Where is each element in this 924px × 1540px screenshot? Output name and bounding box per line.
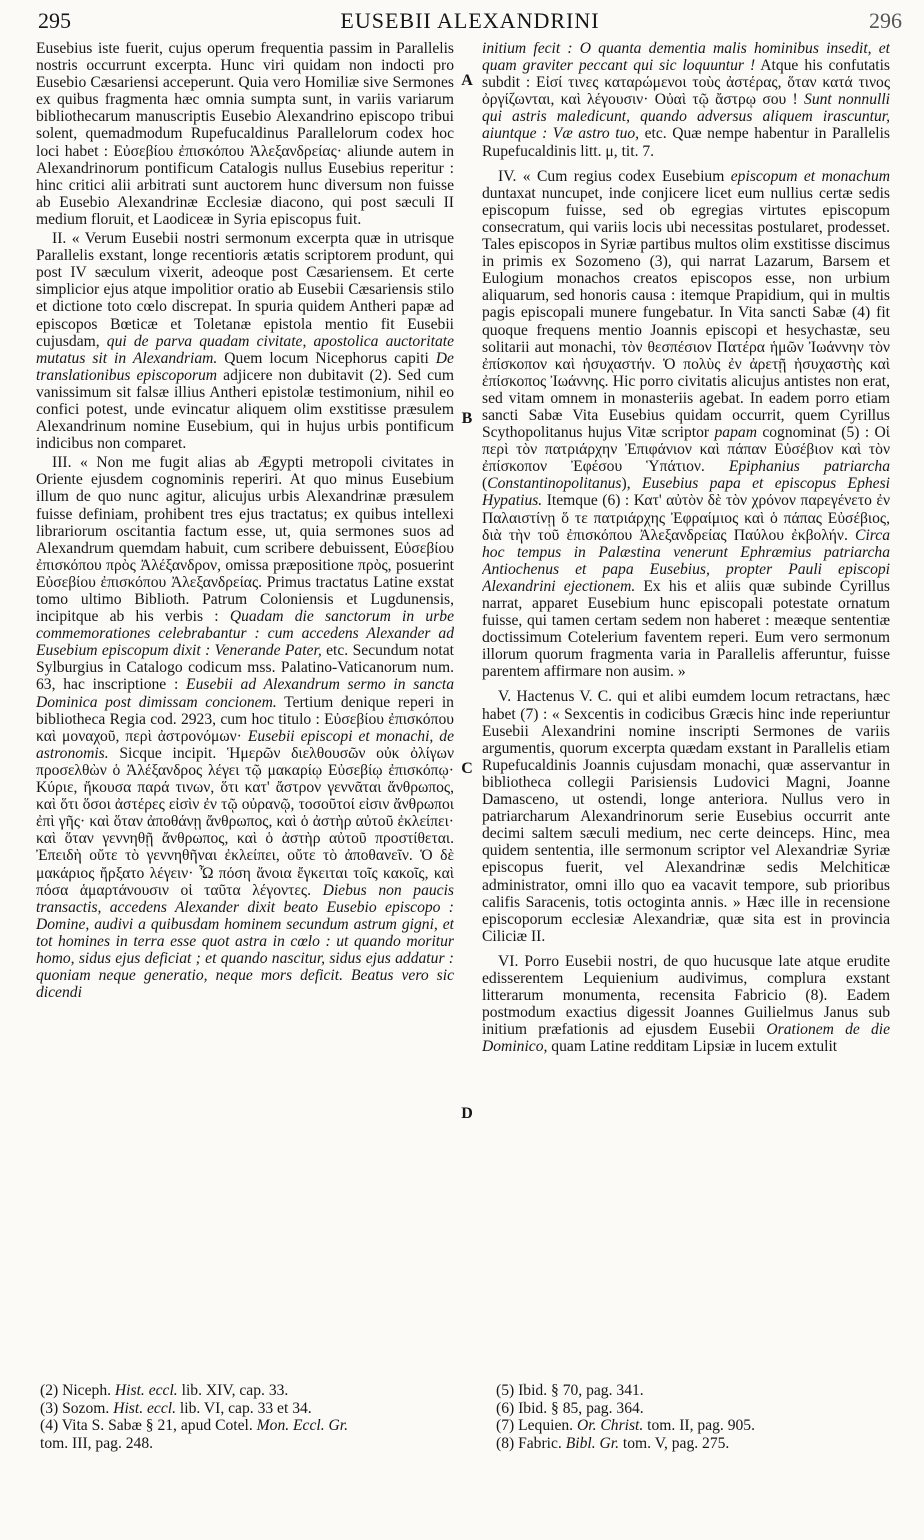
paragraph: VI. Porro Eusebii nostri, de quo hucusque late atque erudite edisserentem Lequienium audivimus, complura exstant litterarum monumenta, recensita Fabricio (8). Eadem postmodum exactius digessit Joannes Guilielmus Janus sub initium præfationis ad ejusdem Eusebii Orationem de die Dominico, quam Latine redditam Lipsiæ in lucem extulit [482,952,890,1056]
footnote: (5) Ibid. § 70, pag. 341. [496,1382,644,1399]
running-title: EUSEBII ALEXANDRINI [340,8,600,33]
margin-marker-d: D [461,1105,473,1122]
footnote: (2) Niceph. Hist. eccl. lib. XIV, cap. 33. [40,1382,289,1399]
right-column [482,40,890,1370]
footnote: (3) Sozom. Hist. eccl. lib. VI, cap. 33 et 34. [40,1399,312,1417]
paragraph: III. « Non me fugit alias ab Ægypti metropoli civitates in Oriente ejusdem cognominis reperiri. At quo minus Eusebium illum de quo nunc agitur, alicujus urbis Alexandrinæ præsulem fuisse definiam, prohibent tres ejus tractatus; ex quibus intellexi librariorum oscitantia factum esse, ut, quia sermones suos ad Alexandrum quemdam habuit, cum scribere debuissent, Εὐσεβίου ἐπισκόπου πρὸς Ἀλέξανδρον, omissa præpositione πρὸς, posuerint Εὐσεβίου ἐπισκόπου Ἀλεξανδρείας. Primus tractatus Latine exstat tomo ultimo Biblioth. Patrum Coloniensis et Lugdunensis, incipitque ab his verbis : Quadam die sanctorum in urbe commemorationes celebrabantur : cum accedens Alexander ad Eusebium episcopum dixit : Venerande Pater, etc. Secundum notat Sylburgius in Catalogo codicum mss. Palatino-Vaticanorum num. 63, hac inscriptione : Eusebii ad Alexandrum sermo in sancta Dominica post dimissam concionem. Tertium denique reperi in bibliotheca Regia cod. 2923, cum hoc titulo : Εὐσεβίου ἐπισκόπου καὶ μοναχοῦ, περὶ ἀστρονόμων· Eusebii episcopi et monachi, de astronomis. Sicque incipit. Ἡμερῶν διελθουσῶν οὐκ ὀλίγων προσελθὼν ὁ Ἀλέξανδρος λέγει τῷ μακαρίῳ Εὐσεβίῳ ἐπισκόπῳ· Κύριε, ἤκουσα παρά τινων, ὅτι κατ' ἄστρον γεννᾶται ἄνθρωπος, καὶ ὅτι ὅσοι ἀστέρες εἰσὶν ἐν τῷ οὐρανῷ, τοσοῦτοί εἰσιν ἄνθρωποι ἐπὶ γῆς· καὶ ὅταν ἀποθάνῃ ἄνθρωπος, καὶ ὁ ἀστὴρ αὐτοῦ ἐκλείπει· καὶ ὅταν γεννηθῇ ἄνθρωπος, καὶ ὁ ἀστὴρ αὐτοῦ προστίθεται. Ἐπειδὴ οὔτε τὸ γεννηθῆναι ἐκλείπει, οὔτε τὸ ἀποθανεῖν. Ὁ δὲ μακάριος ἤρξατο λέγειν· Ὦ πόση ἄνοια ἔγκειται τοῖς κακοῖς, καὶ πόσα ἁμαρτάνουσιν οἱ ταῦτα λέγοντες. Diebus non paucis transactis, accedens Alexander dixit beato Eusebio episcopo : Domine, audivi a quibusdam hominem secundum astrum gigni, et tot homines in terra esse quot astra in cœlo : ut quando moritur homo, sidus ejus deficiat ; et quando nascitur, sidus ejus addatur : quoniam neque generatio, neque mors deficit. Beatus vero sic dicendi [36,454,454,1002]
footnote: (8) Fabric. Bibl. Gr. tom. V, pag. 275. [496,1434,730,1452]
paragraph: Eusebius iste fuerit, cujus operum frequentia passim in Parallelis nostris occurrunt excerpta. Hunc viri quidam non indocti pro Eusebio Cæsariensi acceperunt. Quia vero Homiliæ sive Sermones ex quibus fragmenta hæc omnia sumpta sunt, in variis variarum bibliothecarum manuscriptis Eusebio Alexandrino episcopo tribui solent, quemadmodum Rupefucaldinus Parallelorum codex hoc loci habet : Εὐσεβίου ἐπισκόπου Ἀλεξανδρείας· aliunde autem in Alexandrinorum pontificum Catalogis nullus Eusebius reperitur : hinc critici alii arbitrati sunt auctorem hunc diversum non fuisse ab Eusebio Alexandrinæ Ecclesiæ diacono, qui post sæculi II medium floruit, et Laodiceæ in Syria episcopus fuit. [36,40,454,228]
page-number-left: 295 [38,8,71,33]
footnote: (4) Vita S. Sabæ § 21, apud Cotel. Mon. Eccl. Gr. [40,1417,349,1434]
margin-marker-c: C [461,760,473,777]
paragraph: initium fecit : O quanta dementia malis hominibus insedit, et quam graviter peccant qui sic loquuntur ! Atque his confutatis subdit : Εἰσί τινες καταρώμενοι τοὺς ἀστέρας, ὅταν κατά τινος ὀργίζωνται, καὶ λέγουσιν· Οὐαὶ τῷ ἄστρῳ σου ! Sunt nonnulli qui astris maledicunt, quando adversus aliquem irascuntur, aiuntque : Væ astro tuo, etc. Quæ nempe habentur in Parallelis Rupefucaldinis litt. μ, tit. 7. [482,40,890,160]
footnote: tom. III, pag. 248. [40,1434,154,1452]
page-number-right: 296 [869,8,902,33]
paragraph: IV. « Cum regius codex Eusebium episcopum et monachum duntaxat nuncupet, inde conjicere licet eum nullius certæ sedis episcopum fuisse, sed ob egregias virtutes episcopum consecratum, qui variis locis ubi necessitas postularet, prodesset. Tales episcopos in Syriæ partibus multos olim exstitisse discimus in primis ex Sozomeno (3), qui narrat Lazarum, Barsem et Eulogium monachos creatos episcopos esse, non urbium aliquarum, sed honoris causa : itemque Prapidium, qui in multis pagis episcopali munere fungebatur. In Vita sancti Sabæ (4) fit quoque frequens mentio Joannis episcopi et hesychastæ, seu solitarii aut monachi, τὸν θεσπέσιον Πατέρα ἡμῶν Ἰωάννην τὸν ἐπίσκοπον καὶ ἡσυχαστήν. Ὁ πολὺς ἐν ἀρετῇ ἡσυχαστὴς καὶ ἐπίσκοπος Ἰωάννης. Hic porro civitatis alicujus antistes non erat, sed vitam omnem in monasteriis agebat. In eadem porro etiam sancti Sabæ Vita Eusebius quidam occurrit, quem Cyrillus Scythopolitanus hujus Vitæ scriptor papam cognominat (5) : Οἱ περὶ τὸν πατριάρχην Ἐπιφάνιον καὶ πάπαν Εὐσέβιον καὶ τὸν ἐπίσκοπον Ἐφέσου Ὑπάτιον. Epiphanius patriarcha (Constantinopolitanus), Eusebius papa et episcopus Ephesi Hypatius. Itemque (6) : Κατ' αὐτὸν δὲ τὸν χρόνον παρεγένετο ἐν Παλαιστίνῃ ὅ τε πατριάρχης Ἐφραίμιος καὶ ὁ πάπας Εὐσέβιος, διὰ τὴν τοῦ ἐπισκόπου Ἀλεξανδρείας Παύλου ἐκβολήν. Circa hoc tempus in Palæstina venerunt Ephræmius patriarcha Antiochenus et papa Eusebius, propter Pauli episcopi Alexandrini ejectionem. Ex his et aliis quæ subinde Cyrillus narrat, apparet Eusebium hunc episcopali potestate ornatum fuisse, qui tamen certam sedem non haberet : meæque sententiæ doctissimum Cotelerium faventem reperi. Eum vero sermonum illorum quorum fragmenta varia in Parallelis afferuntur, fuisse parentem affirmare non ausim. » [482,167,890,681]
page-header [38,8,902,38]
footnote: (7) Lequien. Or. Christ. tom. II, pag. 905. [496,1417,756,1434]
margin-marker-a: A [461,72,473,89]
paragraph: V. Hactenus V. C. qui et alibi eumdem locum retractans, hæc habet (7) : « Sexcentis in codicibus Græcis hinc inde reperiuntur Eusebii Alexandrini nomine inscripti Sermones de variis argumentis, quorum excerpta quædam exstant in Parallelis etiam Rupefucaldinis Joannis cujusdam monachi, quæ asservantur in bibliotheca collegii Parisiensis Ludovici Magni, Joanne Damasceno, ut ostendi, longe anteriora. Nullus vero in patriarcharum Alexandrinorum serie Eusebius occurrit ante decimi saltem sæculi medium, nec certe deinceps. Hinc, mea quidem sententia, ille sermonum scriptor vel Alexandriæ Syriæ episcopus fuerit, vel Alexandrinæ sedis Melchiticæ administrator, omni illo quo ea vacavit tempore, sub prioribus califis Saracenis, totis octoginta annis. » Hæc ille in recensione episcoporum ecclesiæ Alexandriæ, quæ sita est in provincia Ciliciæ II. [482,688,890,945]
footnotes-right [496,1382,896,1452]
margin-marker-b: B [461,410,473,427]
paragraph: II. « Verum Eusebii nostri sermonum excerpta quæ in utrisque Parallelis exstant, longe recentioris ætatis scriptorem produnt, qui post IV sæculum vixerit, adeoque post Cæsariensem. Et certe simplicior ejus atque impolitior oratio ab Eusebii Cæsariensis stilo et dictione toto cœlo discrepat. In spuria quidem Antheri papæ ad episcopos Bœticæ et Toletanæ epistola mentio fit Eusebii cujusdam, qui de parva quadam civitate, apostolica auctoritate mutatus sit in Alexandriam. Quem locum Nicephorus capiti De translationibus episcoporum adjicere non dubitavit (2). Sed cum vanissimum sit falsæ illius Antheri epistolæ testimonium, nihil eo confici potest, unde evincatur aliquem olim exstitisse præsulem Alexandrinum nomine Eusebium, qui in hujus urbis pontificum indicibus non comparet. [36,230,454,453]
left-column [36,40,454,1370]
footnotes-left [40,1382,460,1452]
footnote: (6) Ibid. § 85, pag. 364. [496,1399,644,1417]
